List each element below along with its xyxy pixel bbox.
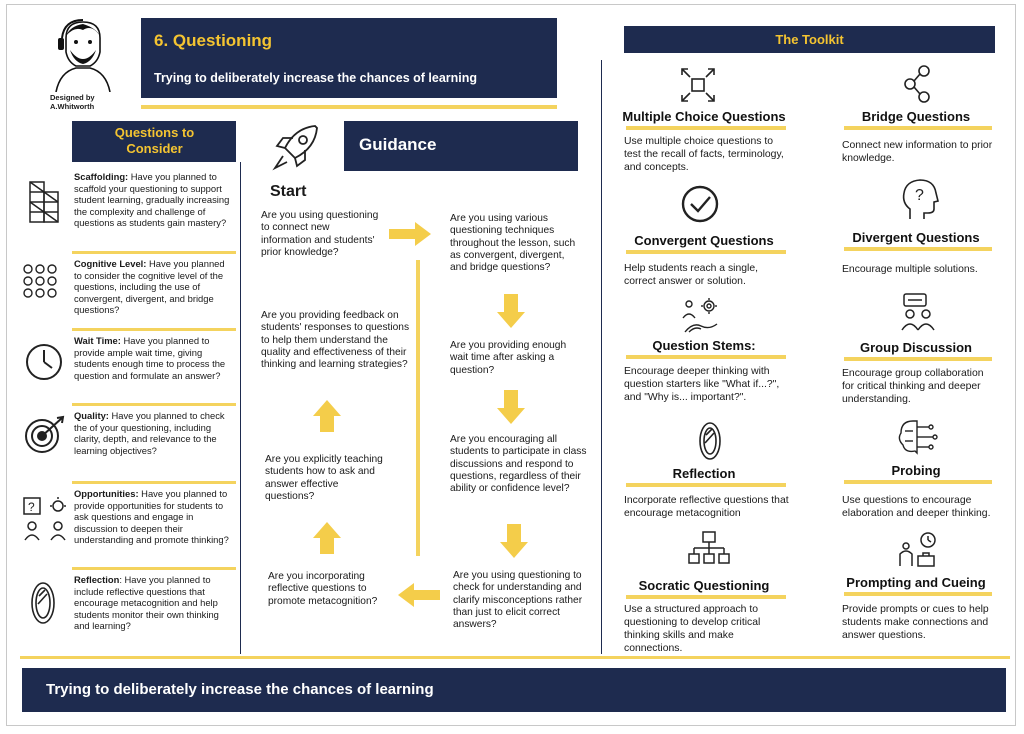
arrow-down-2 xyxy=(497,390,525,429)
toolkit-item-title: Socratic Questioning xyxy=(638,578,770,593)
guidance-q6: Are you incorporating reflective questions to promote metacognition? xyxy=(268,571,378,607)
toolkit-divider xyxy=(601,60,602,654)
toolkit-item-title: Probing xyxy=(891,463,941,478)
sidebar-item-label: Quality: xyxy=(74,410,109,421)
avatar xyxy=(52,18,114,92)
toolkit-item-description: Encourage group collaboration for critical thinking and deeper understanding. xyxy=(842,368,984,405)
head-question-icon xyxy=(900,177,940,226)
toolkit-item-description: Use questions to encourage elaboration and deeper thinking. xyxy=(842,495,991,519)
guidance-q7: Are you explicitly teaching students how to ask and answer effective questions? xyxy=(265,454,383,502)
toolkit-item-underline xyxy=(844,480,992,484)
toolkit-item-description: Help students reach a single, correct answer or solution. xyxy=(624,263,759,287)
sidebar-item xyxy=(74,258,234,316)
rocket-icon xyxy=(271,122,321,179)
toolkit-item-underline xyxy=(626,126,786,130)
svg-text:?: ? xyxy=(28,500,35,514)
group-icon xyxy=(898,292,938,339)
check-circle-icon xyxy=(680,184,720,229)
sidebar-item-text: Have you planned to provide opportunities for students to ask questions and engage in discussion to deepen their understanding and promote thinking? xyxy=(74,488,229,546)
page-title: 6. Questioning xyxy=(154,31,273,50)
sidebar-item-text: Have you planned to check the of your questioning, including clarity, depth, and relevance to the learning objectives? xyxy=(74,410,225,456)
sidebar-item xyxy=(74,335,234,381)
sidebar-divider xyxy=(240,162,241,654)
reflection-mirror-icon xyxy=(697,421,723,466)
svg-text:?: ? xyxy=(915,187,924,204)
footer-banner xyxy=(22,668,1006,712)
toolkit-item-description: Encourage multiple solutions. xyxy=(842,264,978,275)
start-label: Start xyxy=(270,183,307,200)
toolkit-item-title: Group Discussion xyxy=(860,340,972,355)
toolkit-title: The Toolkit xyxy=(775,32,844,47)
sidebar-item-text: Have you planned to consider the cognitive level of the questions, including the use of convergent, divergent, and bridge questions? xyxy=(74,258,225,316)
page-subtitle: Trying to deliberately increase the chances of learning xyxy=(154,71,478,85)
toolkit-item-underline xyxy=(844,247,992,251)
guidance-q4: Are you encouraging all students to participate in class discussions and respond to questions, regardless of their ability or confidence level? xyxy=(450,434,587,495)
guidance-q1: Are you using questioning to connect new information and students' prior knowledge? xyxy=(261,210,379,258)
guidance-q3: Are you providing enough wait time after asking a question? xyxy=(450,340,567,376)
sidebar-separator xyxy=(72,328,236,331)
toolkit-item-description: Use a structured approach to questioning to develop critical thinking skills and make connections. xyxy=(624,604,761,654)
sidebar-item-text: Have you planned to provide ample wait time, giving students enough time to process the question and formulate an answer? xyxy=(74,335,226,381)
sidebar-separator xyxy=(72,481,236,484)
toolkit-item-title: Divergent Questions xyxy=(852,230,980,245)
arrow-up-2 xyxy=(313,400,341,437)
sidebar-title-box xyxy=(72,121,236,162)
toolkit-item-underline xyxy=(626,250,786,254)
scaffold-icon xyxy=(26,180,66,229)
sidebar-item xyxy=(74,171,234,229)
share-nodes-icon xyxy=(902,64,936,109)
header-underline xyxy=(141,105,557,109)
toolkit-title-box xyxy=(624,26,995,53)
sidebar-item xyxy=(74,410,234,456)
guidance-q2: Are you using various questioning techniques throughout the lesson, such as convergent, divergent, and bridge questions? xyxy=(450,213,576,274)
arrow-down-1 xyxy=(497,294,525,333)
toolkit-item-title: Question Stems: xyxy=(652,338,756,353)
guidance-divider xyxy=(416,260,420,556)
sidebar-title: Questions to Consider xyxy=(114,125,195,156)
toolkit-item-underline xyxy=(626,483,786,487)
guidance-title-box xyxy=(344,121,578,171)
brain-circuit-icon xyxy=(895,417,941,462)
sidebar-separator xyxy=(72,403,236,406)
toolkit-item-underline xyxy=(626,595,786,599)
toolkit-item-underline xyxy=(844,592,992,596)
toolkit-item-underline xyxy=(844,357,992,361)
sidebar-item-label: Scaffolding: xyxy=(74,171,129,182)
toolkit-item-description: Incorporate reflective questions that encourage metacognition xyxy=(624,495,789,519)
guidance-q8: Are you providing feedback on students' responses to questions to help them understand the quality and effectiveness of their thinking and learning strategies? xyxy=(261,310,410,371)
arrow-down-3 xyxy=(500,524,528,563)
arrows-out-icon xyxy=(680,67,716,108)
toolkit-item-title: Bridge Questions xyxy=(861,109,971,124)
sidebar-item-text: Have you planned to scaffold your questioning to support student learning, gradually increasing the complexity and challenge of questions as students gain mastery? xyxy=(74,171,230,229)
toolkit-item-underline xyxy=(626,355,786,359)
sidebar-item-label: Reflection xyxy=(74,574,120,585)
sidebar-item-text: : Have you planned to include reflective questions that encourage metacognition and help students monitor their own thinking and learning? xyxy=(74,574,219,632)
arrow-up-1 xyxy=(313,522,341,559)
designer-credit: Designed by A.Whitworth xyxy=(50,93,95,111)
toolkit-item-title: Multiple Choice Questions xyxy=(622,109,786,124)
prompt-icon xyxy=(896,530,940,575)
toolkit-item-title: Prompting and Cueing xyxy=(846,575,986,590)
sidebar-separator xyxy=(72,251,236,254)
dots-grid-icon xyxy=(22,263,62,304)
sidebar-separator xyxy=(72,567,236,570)
stems-icon xyxy=(681,296,721,339)
sidebar-item-label: Opportunities: xyxy=(74,488,139,499)
sidebar-item-label: Cognitive Level: xyxy=(74,258,147,269)
toolkit-item-title: Reflection xyxy=(672,466,736,481)
footer-text: Trying to deliberately increase the chances of learning xyxy=(46,681,434,698)
people-question-icon xyxy=(22,496,70,551)
arrow-left xyxy=(398,583,440,612)
toolkit-item-description: Encourage deeper thinking with question starters like "What if...?", and "Why is... important?". xyxy=(624,366,780,403)
arrow-right xyxy=(389,222,431,251)
sidebar-item xyxy=(74,488,234,546)
toolkit-item-underline xyxy=(844,126,992,130)
toolkit-item-description: Use multiple choice questions to test the recall of facts, terminology, and concepts. xyxy=(624,136,784,173)
header-banner xyxy=(141,18,557,98)
toolkit-item-title: Convergent Questions xyxy=(634,233,774,248)
sidebar-item xyxy=(74,574,234,632)
guidance-q5: Are you using questioning to check for understanding and clarify misconceptions rather than just to elicit correct answers? xyxy=(453,570,583,631)
mirror-icon xyxy=(29,580,57,631)
toolkit-item-description: Connect new information to prior knowledge. xyxy=(842,140,993,164)
hierarchy-icon xyxy=(688,530,730,575)
toolkit-item-description: Provide prompts or cues to help students make connections and answer questions. xyxy=(842,604,989,641)
guidance-title: Guidance xyxy=(359,135,437,154)
clock-icon xyxy=(24,342,64,387)
footer-topline xyxy=(20,656,1010,659)
target-icon xyxy=(24,414,66,461)
sidebar-item-label: Wait Time: xyxy=(74,335,121,346)
